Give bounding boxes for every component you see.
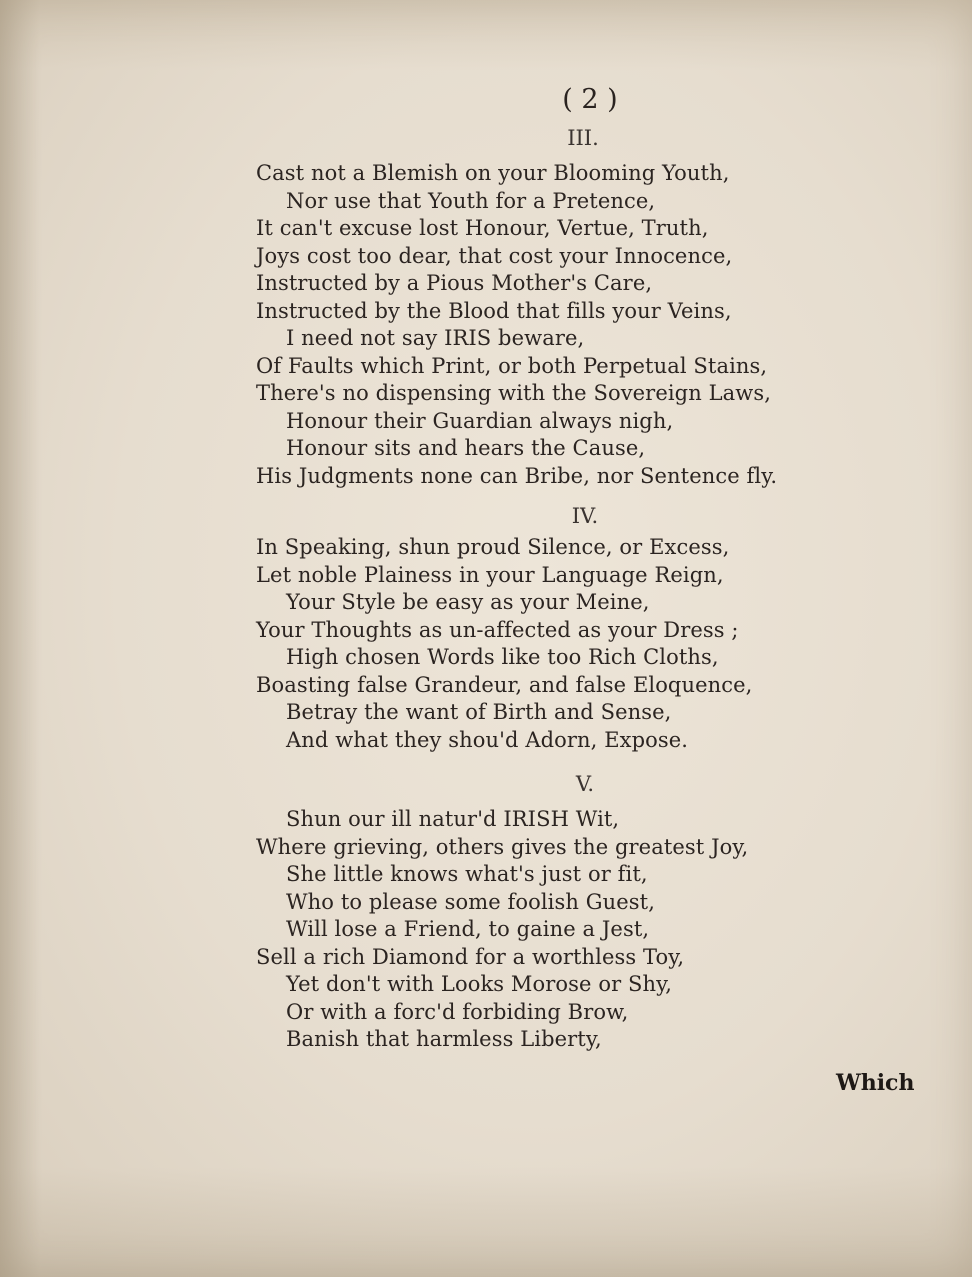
verse-line: Joys cost too dear, that cost your Innocence, — [256, 243, 733, 268]
stanza-iii — [256, 160, 856, 490]
verse-line: And what they shou'd Adorn, Expose. — [286, 727, 689, 752]
verse-line: Honour sits and hears the Cause, — [286, 436, 646, 460]
verse-line: Instructed by a Pious Mother's Care, — [256, 271, 653, 295]
paper-edge-top — [0, 0, 972, 70]
verse-line: It can't excuse lost Honour, Vertue, Truth, — [256, 216, 709, 240]
verse-line: There's no dispensing with the Sovereign Laws, — [256, 381, 771, 405]
verse-line: Yet don't with Looks Morose or Shy, — [286, 972, 673, 996]
verse-line: Instructed by the Blood that fills your Veins, — [256, 298, 732, 323]
verse-line: Sell a rich Diamond for a worthless Toy, — [256, 944, 685, 969]
verse-line: Shun our ill natur'd IRISH Wit, — [286, 807, 620, 831]
paper-edge-bottom — [0, 1167, 972, 1277]
verse-line: In Speaking, shun proud Silence, or Excess, — [256, 535, 730, 559]
verse-line: Boasting false Grandeur, and false Eloquence, — [256, 672, 753, 697]
verse-line: Cast not a Blemish on your Blooming Youth, — [256, 161, 730, 185]
verse-line: Let noble Plainess in your Language Reign, — [256, 562, 724, 587]
verse-line: Your Style be easy as your Meine, — [286, 590, 650, 614]
verse-line: Where grieving, others gives the greatest Joy, — [256, 834, 749, 859]
verse-line: His Judgments none can Bribe, nor Sentence fly. — [256, 463, 778, 488]
verse-line: I need not say IRIS beware, — [286, 326, 585, 350]
verse-line: Honour their Guardian always nigh, — [286, 408, 674, 433]
section-numeral-v: V. — [575, 772, 595, 796]
page-number: ( 2 ) — [562, 84, 618, 115]
verse-line: Of Faults which Print, or both Perpetual Stains, — [256, 353, 768, 378]
verse-line: She little knows what's just or fit, — [286, 862, 648, 886]
verse-line: Betray the want of Birth and Sense, — [286, 700, 672, 724]
paper-fold-shadow — [0, 0, 40, 1277]
verse-line: Banish that harmless Liberty, — [286, 1027, 602, 1051]
verse-line: High chosen Words like too Rich Cloths, — [286, 645, 719, 669]
verse-line: Will lose a Friend, to gaine a Jest, — [286, 917, 650, 941]
stanza-iv — [256, 534, 856, 754]
section-numeral-iii: III. — [567, 126, 599, 150]
section-numeral-iv: IV. — [571, 504, 599, 528]
verse-line: Or with a forc'd forbiding Brow, — [286, 999, 629, 1024]
verse-line: Your Thoughts as un-affected as your Dress ; — [256, 617, 739, 642]
stanza-v — [256, 806, 856, 1054]
catchword: Which — [836, 1070, 915, 1096]
verse-line: Who to please some foolish Guest, — [286, 889, 655, 914]
verse-line: Nor use that Youth for a Pretence, — [286, 188, 656, 213]
